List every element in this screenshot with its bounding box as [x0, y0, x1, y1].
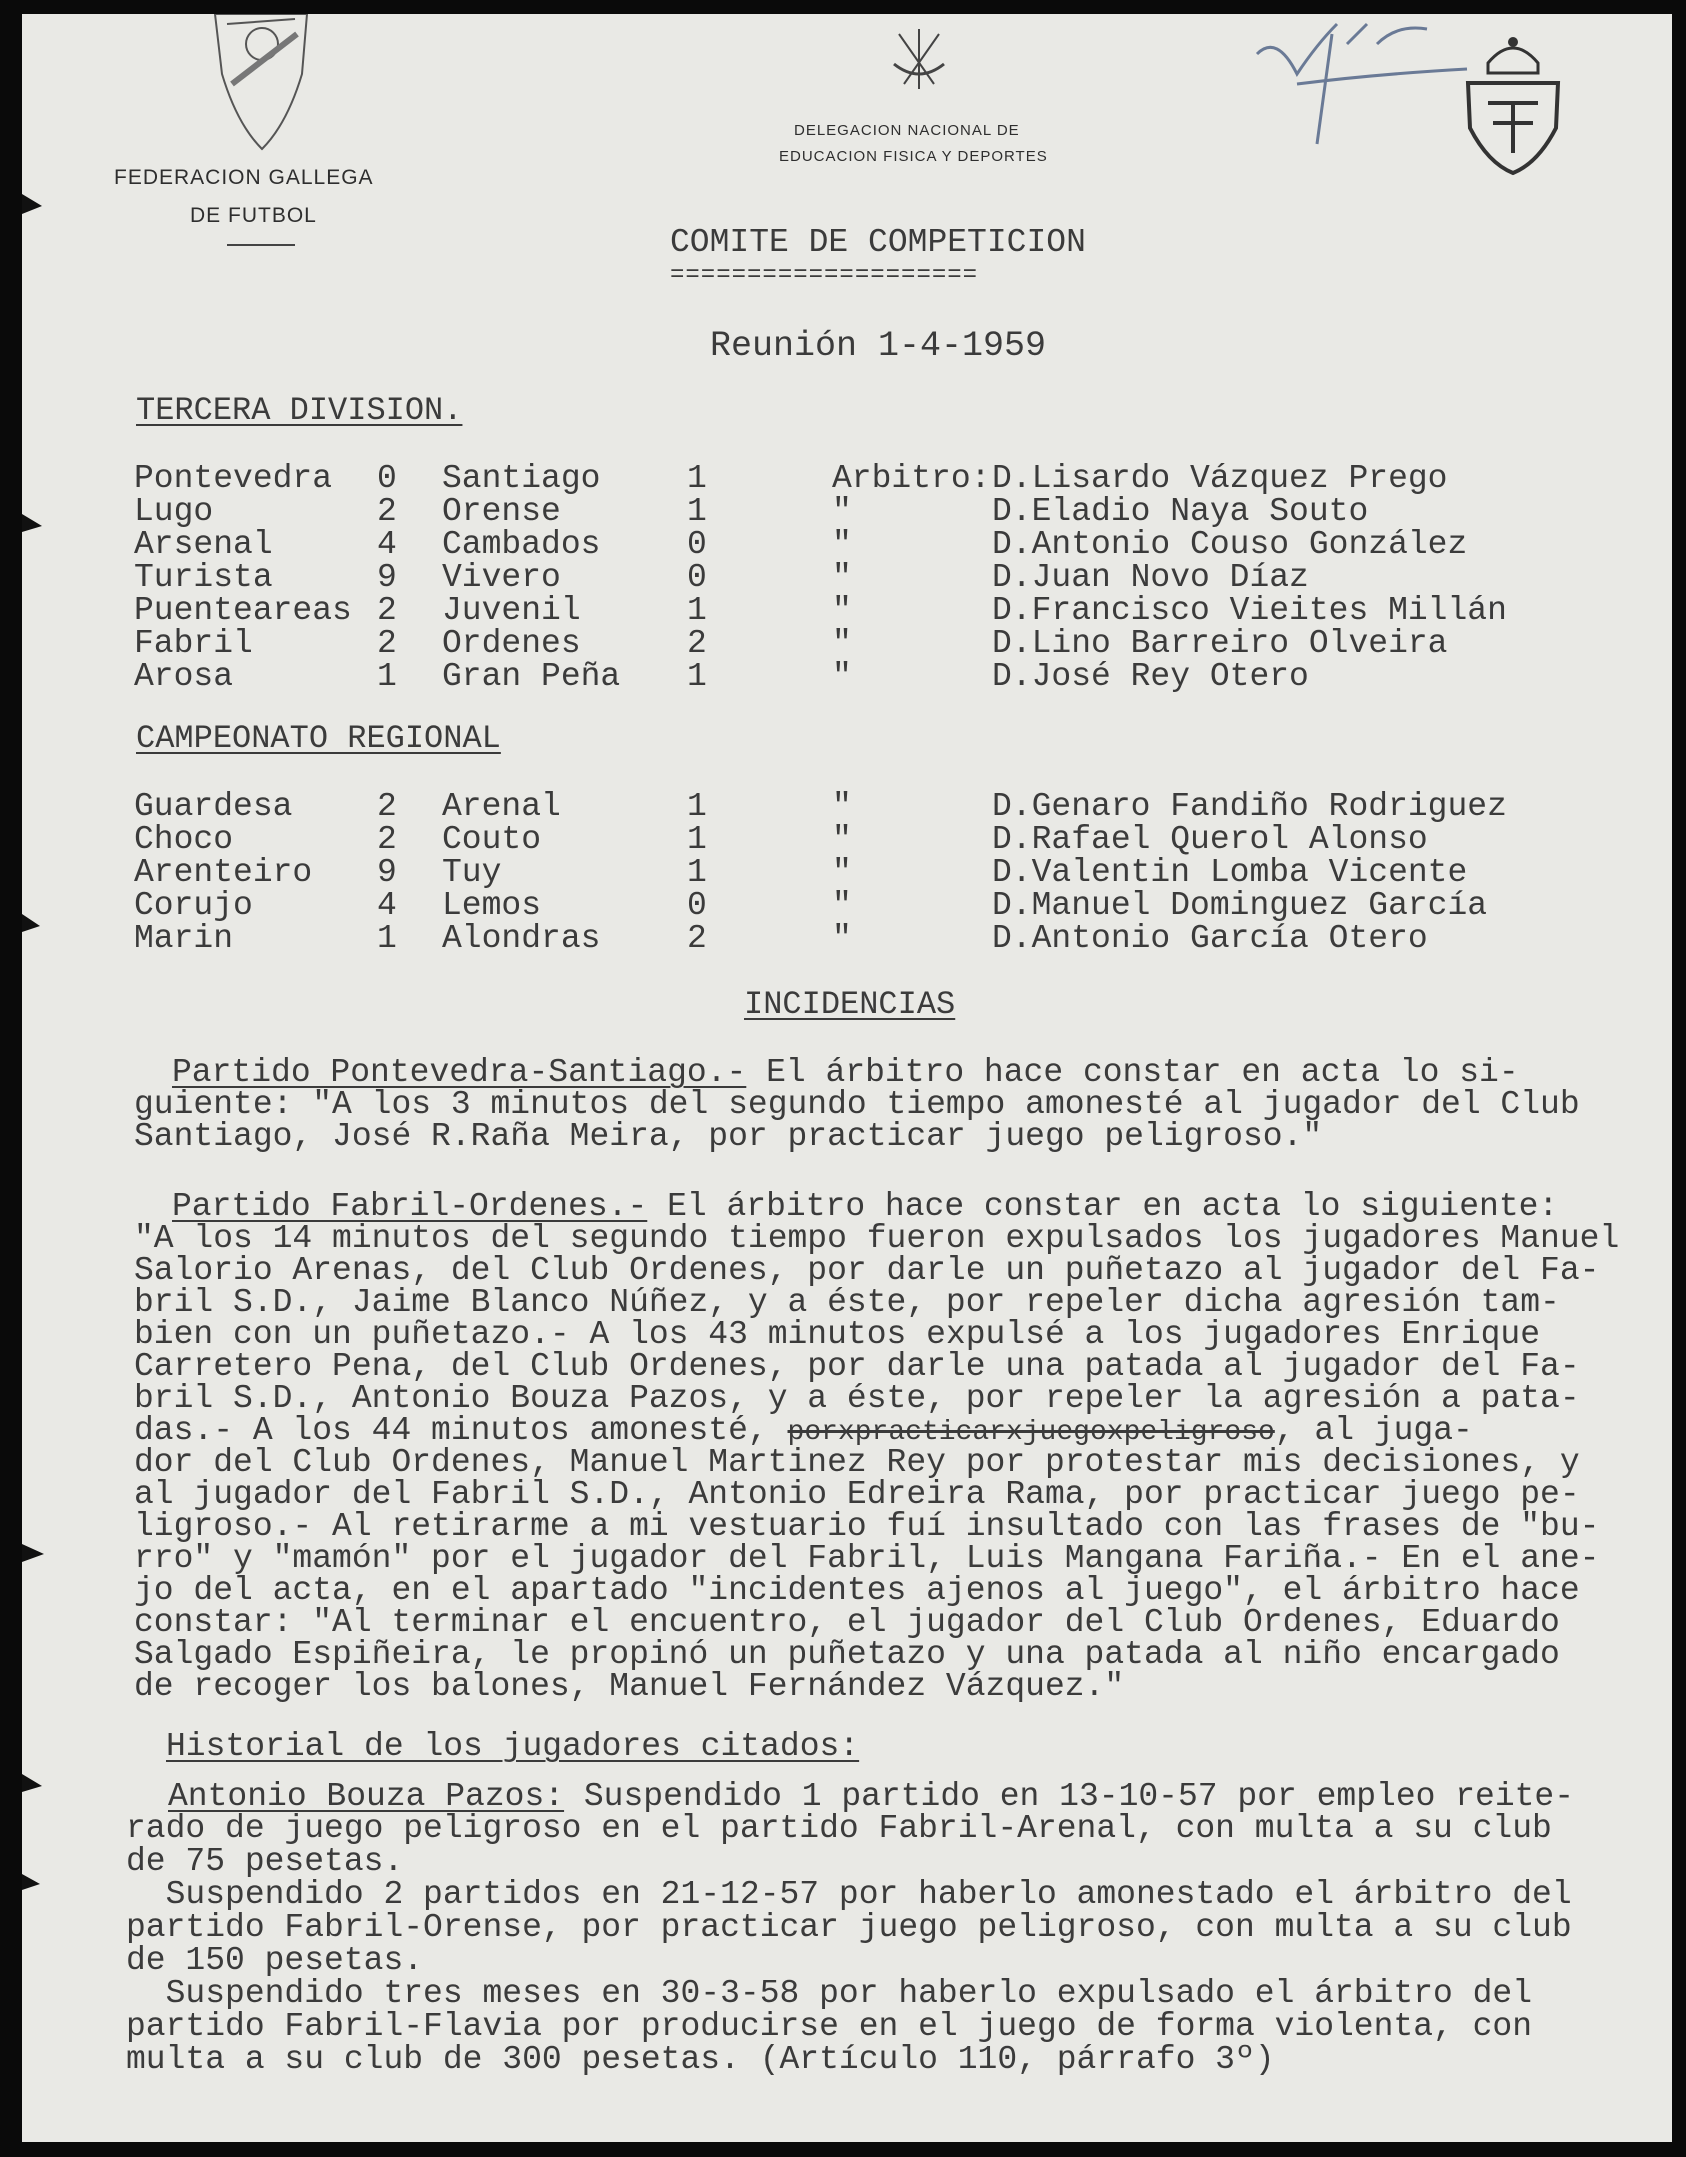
away-team: Juvenil — [442, 592, 581, 629]
yoke-arrows-icon — [884, 24, 954, 94]
away-score: 1 — [687, 592, 707, 629]
away-team: Couto — [442, 821, 542, 858]
referee-mark: " — [832, 920, 852, 957]
referee-mark: " — [832, 788, 852, 825]
paragraph-line: bril S.D., Antonio Bouza Pazos, y a éste, por repeler la agresión a pata- — [134, 1380, 1580, 1417]
referee-name: D.Francisco Vieites Millán — [992, 592, 1507, 629]
paragraph-line: El árbitro hace constar en acta lo siguiente: — [647, 1188, 1559, 1225]
referee-mark: " — [832, 592, 852, 629]
referee-name: D.Antonio Couso González — [992, 526, 1468, 563]
paragraph-line: multa a su club de 300 pesetas. (Artículo 110, párrafo 3º) — [126, 2041, 1275, 2078]
committee-title: COMITE DE COMPETICION — [670, 224, 1086, 261]
home-team: Pontevedra — [134, 460, 333, 497]
regional-heading: CAMPEONATO REGIONAL — [136, 720, 501, 757]
away-team: Lemos — [442, 887, 542, 924]
away-team: Cambados — [442, 526, 601, 563]
paragraph-line: das.- A los 44 minutos amonesté, — [134, 1412, 788, 1449]
home-score: 1 — [377, 658, 397, 695]
home-team: Arenteiro — [134, 854, 313, 891]
away-team: Gran Peña — [442, 658, 621, 695]
away-team: Ordenes — [442, 625, 581, 662]
paragraph-line: ligroso.- Al retirarme a mi vestuario fuí insultado con las frases de "bu- — [134, 1508, 1600, 1545]
referee-name: D.Rafael Querol Alonso — [992, 821, 1428, 858]
paragraph-line: bril S.D., Jaime Blanco Núñez, y a éste, por repeler dicha agresión tam- — [134, 1284, 1560, 1321]
home-team: Guardesa — [134, 788, 293, 825]
federation-name-line1: FEDERACION GALLEGA — [114, 166, 374, 189]
paragraph-line: de 150 pesetas. — [126, 1942, 424, 1979]
paragraph-line: Suspendido tres meses en 30-3-58 por haberlo expulsado el árbitro del — [126, 1975, 1533, 2012]
away-team: Vivero — [442, 559, 561, 596]
home-team: Turista — [134, 559, 273, 596]
referee-mark: " — [832, 887, 852, 924]
referee-mark: " — [832, 854, 852, 891]
referee-mark: " — [832, 559, 852, 596]
incident-title: Partido Fabril-Ordenes.- — [172, 1188, 648, 1225]
paragraph-line: bien con un puñetazo.- A los 43 minutos expulsé a los jugadores Enrique — [134, 1316, 1541, 1353]
incidencias-heading: INCIDENCIAS — [744, 986, 956, 1023]
paragraph-line: al jugador del Fabril S.D., Antonio Edreira Rama, por practicar juego pe- — [134, 1476, 1580, 1513]
player-name: Antonio Bouza Pazos: — [168, 1778, 565, 1815]
away-score: 1 — [687, 821, 707, 858]
paragraph-line: constar: "Al terminar el encuentro, el jugador del Club Ordenes, Eduardo — [134, 1604, 1560, 1641]
paragraph-line: Santiago, José R.Raña Meira, por practicar juego peligroso." — [134, 1118, 1323, 1155]
referee-mark: " — [832, 625, 852, 662]
paragraph-line: "A los 14 minutos del segundo tiempo fueron expulsados los jugadores Manuel — [134, 1220, 1620, 1257]
paragraph-line: , al juga- — [1274, 1412, 1473, 1449]
away-score: 1 — [687, 460, 707, 497]
federation-divider — [227, 244, 295, 246]
home-team: Puenteareas — [134, 592, 352, 629]
referee-name: D.Valentin Lomba Vicente — [992, 854, 1468, 891]
referee-name: D.Genaro Fandiño Rodriguez — [992, 788, 1507, 825]
historial-heading: Historial de los jugadores citados: — [166, 1728, 860, 1765]
home-team: Fabril — [134, 625, 253, 662]
paper-edge-marks — [22, 14, 62, 2142]
paragraph-line: partido Fabril-Orense, por practicar juego peligroso, con multa a su club — [126, 1909, 1572, 1946]
committee-title-underline: ==================== — [670, 262, 979, 289]
referee-name: D.Antonio García Otero — [992, 920, 1428, 957]
paragraph-line: guiente: "A los 3 minutos del segundo tiempo amonesté al jugador del Club — [134, 1086, 1580, 1123]
home-score: 2 — [377, 821, 397, 858]
paragraph-line: dor del Club Ordenes, Manuel Martinez Rey por protestar mis decisiones, y — [134, 1444, 1580, 1481]
home-team: Corujo — [134, 887, 253, 924]
referee-name: D.José Rey Otero — [992, 658, 1309, 695]
home-score: 9 — [377, 559, 397, 596]
referee-mark: " — [832, 821, 852, 858]
home-score: 2 — [377, 788, 397, 825]
referee-name: D.Lisardo Vázquez Prego — [992, 460, 1448, 497]
home-score: 9 — [377, 854, 397, 891]
paragraph-line: de 75 pesetas. — [126, 1843, 404, 1880]
away-score: 2 — [687, 625, 707, 662]
referee-mark: " — [832, 526, 852, 563]
referee-name: D.Juan Novo Díaz — [992, 559, 1309, 596]
incident-title: Partido Pontevedra-Santiago.- — [172, 1054, 747, 1091]
federation-crest-icon — [207, 14, 317, 154]
away-score: 2 — [687, 920, 707, 957]
paragraph-line: Salorio Arenas, del Club Ordenes, por darle un puñetazo al jugador del Fa- — [134, 1252, 1600, 1289]
home-team: Arsenal — [134, 526, 273, 563]
home-score: 2 — [377, 592, 397, 629]
referee-mark: " — [832, 493, 852, 530]
away-score: 0 — [687, 559, 707, 596]
paragraph-line: Salgado Espiñeira, le propinó un puñetazo y una patada al niño encargado — [134, 1636, 1560, 1673]
paragraph-line: Suspendido 1 partido en 13-10-57 por empleo reite- — [564, 1778, 1575, 1815]
home-team: Choco — [134, 821, 234, 858]
home-team: Marin — [134, 920, 234, 957]
home-score: 4 — [377, 526, 397, 563]
tercera-division-heading: TERCERA DIVISION. — [136, 392, 463, 429]
handwritten-signature — [1237, 14, 1487, 154]
home-score: 2 — [377, 493, 397, 530]
away-score: 1 — [687, 658, 707, 695]
paragraph-line: rro" y "mamón" por el jugador del Fabril, Luis Mangana Fariña.- En el ane- — [134, 1540, 1600, 1577]
home-score: 0 — [377, 460, 397, 497]
away-score: 1 — [687, 854, 707, 891]
paragraph-line: Suspendido 2 partidos en 21-12-57 por haberlo amonestado el árbitro del — [126, 1876, 1572, 1913]
away-score: 0 — [687, 526, 707, 563]
delegation-line1: DELEGACION NACIONAL DE — [794, 122, 1020, 139]
home-team: Lugo — [134, 493, 214, 530]
document-page — [22, 14, 1672, 2142]
away-score: 1 — [687, 788, 707, 825]
paragraph-line: El árbitro hace constar en acta lo si- — [746, 1054, 1519, 1091]
royal-crest-icon — [1458, 28, 1568, 178]
referee-mark: Arbitro: — [832, 460, 991, 497]
paragraph-line: rado de juego peligroso en el partido Fabril-Arenal, con multa a su club — [126, 1810, 1552, 1847]
referee-name: D.Eladio Naya Souto — [992, 493, 1369, 530]
home-score: 4 — [377, 887, 397, 924]
away-score: 1 — [687, 493, 707, 530]
away-team: Arenal — [442, 788, 561, 825]
federation-name-line2: DE FUTBOL — [190, 204, 317, 227]
away-team: Orense — [442, 493, 561, 530]
delegation-line2: EDUCACION FISICA Y DEPORTES — [779, 148, 1048, 165]
meeting-date: Reunión 1-4-1959 — [710, 326, 1047, 366]
paragraph-line: partido Fabril-Flavia por producirse en el juego de forma violenta, con — [126, 2008, 1533, 2045]
referee-name: D.Lino Barreiro Olveira — [992, 625, 1448, 662]
home-score: 2 — [377, 625, 397, 662]
referee-mark: " — [832, 658, 852, 695]
struck-out-text: porxpracticarxjuegoxpeligroso — [787, 1417, 1275, 1448]
away-team: Santiago — [442, 460, 601, 497]
home-score: 1 — [377, 920, 397, 957]
away-team: Alondras — [442, 920, 601, 957]
paragraph-line: jo del acta, en el apartado "incidentes ajenos al juego", el árbitro hace — [134, 1572, 1580, 1609]
home-team: Arosa — [134, 658, 234, 695]
away-team: Tuy — [442, 854, 502, 891]
paragraph-line: Carretero Pena, del Club Ordenes, por darle una patada al jugador del Fa- — [134, 1348, 1580, 1385]
away-score: 0 — [687, 887, 707, 924]
paragraph-line: de recoger los balones, Manuel Fernández Vázquez." — [134, 1668, 1125, 1705]
referee-name: D.Manuel Dominguez García — [992, 887, 1488, 924]
